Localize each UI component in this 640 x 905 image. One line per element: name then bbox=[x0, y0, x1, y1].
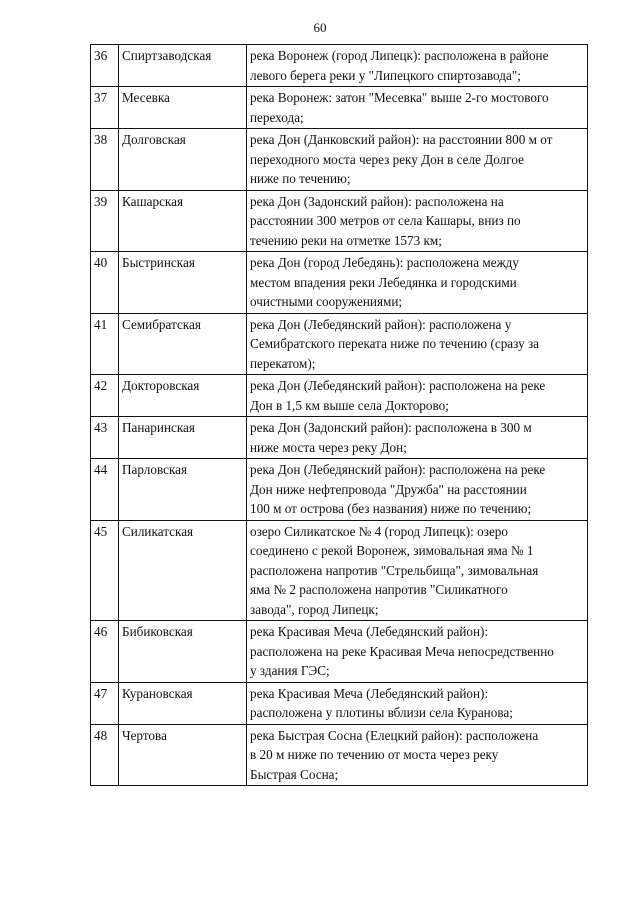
location-line: Дон ниже нефтепровода "Дружба" на расстоянии bbox=[250, 481, 527, 497]
row-number: 45 bbox=[91, 520, 119, 621]
location-line: ниже моста через реку Дон; bbox=[250, 439, 407, 455]
location-line: река Дон (Лебедянский район): расположена на реке bbox=[250, 462, 546, 477]
location-line: перехода; bbox=[250, 109, 304, 125]
location-line: река Дон (Лебедянский район): расположена у bbox=[250, 316, 512, 332]
table-row bbox=[91, 621, 588, 683]
row-number: 48 bbox=[91, 724, 119, 786]
location-line: озеро Силикатское № 4 (город Липецк): озеро bbox=[250, 523, 508, 539]
row-number: 38 bbox=[91, 129, 119, 191]
location-line: очистными сооружениями; bbox=[250, 294, 403, 309]
location-line: река Дон (город Лебедянь): расположена между bbox=[250, 255, 519, 270]
location-line: местом впадения реки Лебедянка и городскими bbox=[250, 274, 517, 290]
location-line: река Дон (Задонский район): расположена в 300 м bbox=[250, 420, 532, 435]
pit-location bbox=[247, 129, 588, 191]
location-line: Семибратского переката ниже по течению (сразу за bbox=[250, 336, 540, 351]
row-number: 41 bbox=[91, 313, 119, 375]
pit-name: Быстринская bbox=[119, 252, 247, 314]
row-number: 40 bbox=[91, 252, 119, 314]
table-row bbox=[91, 724, 588, 786]
pit-name: Кашарская bbox=[119, 190, 247, 252]
pit-location bbox=[247, 45, 588, 87]
location-line: левого берега реки у "Липецкого спиртозавода"; bbox=[250, 67, 521, 83]
location-line: река Воронеж (город Липецк): расположена в районе bbox=[250, 48, 549, 63]
location-line: ниже по течению; bbox=[250, 171, 351, 186]
pit-location bbox=[247, 417, 588, 459]
table-row bbox=[91, 313, 588, 375]
location-line: река Дон (Задонский район): расположена на bbox=[250, 193, 504, 209]
location-line: река Дон (Лебедянский район): расположена на реке bbox=[250, 378, 546, 393]
table-row bbox=[91, 190, 588, 252]
wintering-pits-table bbox=[90, 44, 588, 786]
location-line: река Красивая Меча (Лебедянский район): bbox=[250, 685, 489, 701]
pit-name: Курановская bbox=[119, 682, 247, 724]
row-number: 47 bbox=[91, 682, 119, 724]
table-row bbox=[91, 682, 588, 724]
location-line: соединено с рекой Воронеж, зимовальная яма № 1 bbox=[250, 543, 534, 558]
table-row bbox=[91, 520, 588, 621]
pit-name: Силикатская bbox=[119, 520, 247, 621]
pit-name: Семибратская bbox=[119, 313, 247, 375]
page-number: 60 bbox=[313, 20, 327, 35]
pit-location bbox=[247, 190, 588, 252]
pit-name: Долговская bbox=[119, 129, 247, 191]
location-line: река Быстрая Сосна (Елецкий район): расположена bbox=[250, 727, 539, 743]
row-number: 37 bbox=[91, 87, 119, 129]
table-row bbox=[91, 375, 588, 417]
location-line: расположена напротив "Стрельбища", зимовальная bbox=[250, 562, 539, 578]
location-line: 100 м от острова (без названия) ниже по течению; bbox=[250, 501, 532, 516]
pit-location bbox=[247, 621, 588, 683]
pit-location bbox=[247, 520, 588, 621]
table-row bbox=[91, 459, 588, 521]
location-line: река Красивая Меча (Лебедянский район): bbox=[250, 624, 489, 639]
pit-name: Месевка bbox=[119, 87, 247, 129]
pit-location bbox=[247, 313, 588, 375]
row-number: 44 bbox=[91, 459, 119, 521]
table-body bbox=[91, 45, 588, 786]
pit-name: Парловская bbox=[119, 459, 247, 521]
location-line: расстоянии 300 метров от села Кашары, вниз по bbox=[250, 213, 521, 228]
pit-location bbox=[247, 252, 588, 314]
location-line: яма № 2 расположена напротив "Силикатного bbox=[250, 582, 508, 597]
pit-location bbox=[247, 375, 588, 417]
location-line: переходного моста через реку Дон в селе Долгое bbox=[250, 151, 524, 167]
location-line: течению реки на отметке 1573 км; bbox=[250, 232, 442, 248]
row-number: 36 bbox=[91, 45, 119, 87]
pit-location bbox=[247, 459, 588, 521]
location-line: завода", город Липецк; bbox=[250, 601, 379, 617]
pit-location bbox=[247, 724, 588, 786]
row-number: 42 bbox=[91, 375, 119, 417]
location-line: расположена на реке Красивая Меча непосредственно bbox=[250, 643, 554, 659]
table-row bbox=[91, 252, 588, 314]
table-row bbox=[91, 129, 588, 191]
pit-name: Бибиковская bbox=[119, 621, 247, 683]
location-line: расположена у плотины вблизи села Куранова; bbox=[250, 705, 513, 720]
location-line: у здания ГЭС; bbox=[250, 663, 330, 678]
pit-name: Докторовская bbox=[119, 375, 247, 417]
location-line: Быстрая Сосна; bbox=[250, 766, 339, 782]
pit-name: Панаринская bbox=[119, 417, 247, 459]
table-row bbox=[91, 417, 588, 459]
pit-location bbox=[247, 682, 588, 724]
row-number: 43 bbox=[91, 417, 119, 459]
location-line: в 20 м ниже по течению от моста через реку bbox=[250, 747, 499, 762]
location-line: перекатом); bbox=[250, 355, 316, 371]
table-row bbox=[91, 45, 588, 87]
pit-location bbox=[247, 87, 588, 129]
location-line: Дон в 1,5 км выше села Докторово; bbox=[250, 397, 449, 413]
location-line: река Воронеж: затон "Месевка" выше 2-го мостового bbox=[250, 90, 549, 105]
table-row bbox=[91, 87, 588, 129]
location-line: река Дон (Данковский район): на расстоянии 800 м от bbox=[250, 132, 553, 147]
row-number: 39 bbox=[91, 190, 119, 252]
row-number: 46 bbox=[91, 621, 119, 683]
pit-name: Спиртзаводская bbox=[119, 45, 247, 87]
pit-name: Чертова bbox=[119, 724, 247, 786]
